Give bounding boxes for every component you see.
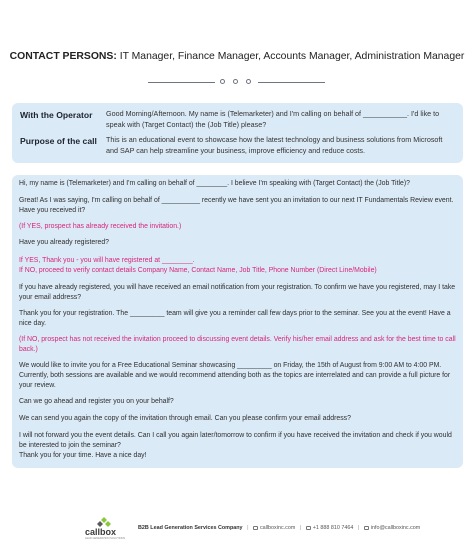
- operator-label: With the Operator: [20, 110, 93, 120]
- script-register-question: Can we go ahead and register you on your behalf?: [19, 398, 174, 405]
- footer-company: B2B Lead Generation Services Company: [138, 525, 243, 531]
- script-closing: Thank you for your time. Have a nice day!: [19, 452, 147, 459]
- email-icon: [364, 526, 369, 530]
- operator-text: Good Morning/Afternoon. My name is (Telemarketer) and I'm calling on behalf of ___________. I'd like to speak with (Target Contact) the (Job Title) please?: [106, 109, 440, 129]
- script-if-yes-registered: If YES, Thank you - you will have registered at ________.: [19, 257, 195, 264]
- script-invitation-check: Great! As I was saying, I'm calling on behalf of __________ recently we have sent you an invitation to our next IT Fundamentals Review event. Have you received it?: [19, 197, 454, 215]
- footer-phone[interactable]: +1 888 810 7464: [312, 525, 354, 531]
- logo-wordmark: callbox: [85, 527, 117, 537]
- script-email-confirmation: If you have already registered, you will have received an email notification from your registration. To confirm we have you registered, may I take your email address?: [19, 284, 456, 302]
- contact-persons-heading: [0, 51, 474, 62]
- purpose-label: Purpose of the call: [20, 136, 97, 146]
- contact-persons-roles: IT Manager, Finance Manager, Accounts Manager, Administration Manager: [116, 51, 465, 62]
- script-seminar-invite: We would like to invite you for a Free Educational Seminar showcasing _________ on Friday, the 15th of August from 9:00 AM to 4:00 PM. Currently, both sessions are available and we would recommend attending both as the topics are interrelated and can provide a full picture for your review.: [19, 362, 451, 390]
- script-registered-question: Have you already registered?: [19, 239, 110, 246]
- callbox-logo: [85, 517, 125, 541]
- footer: [0, 516, 474, 542]
- call-script-panel: [12, 175, 463, 468]
- intro-panel: [12, 103, 463, 163]
- footer-email-link[interactable]: info@callboxinc.com: [370, 525, 421, 531]
- script-greeting: Hi, my name is (Telemarketer) and I'm calling on behalf of ________. I believe I'm speaking with (Target Contact) the (Job Title)?: [19, 180, 410, 187]
- globe-icon: [253, 526, 258, 530]
- ornamental-divider: [0, 79, 474, 87]
- footer-website-link[interactable]: callboxinc.com: [259, 525, 296, 531]
- script-if-no-note: (If NO, prospect has not received the invitation proceed to discussing event details. Verify his/her email address and ask for the best time to call back.): [19, 336, 456, 354]
- logo-tagline: LEAD GENERATION SOLUTIONS: [85, 537, 126, 540]
- script-callback: I will not forward you the event details. Can I call you again later/tomorrow to confirm if you have received the invitation and check if you would be interested to join the seminar?: [19, 432, 452, 450]
- contact-persons-label: CONTACT PERSONS:: [9, 51, 117, 62]
- script-send-invitation: We can send you again the copy of the invitation through email. Can you please confirm your email address?: [19, 415, 351, 422]
- footer-contact-line: B2B Lead Generation Services Company | callboxinc.com | +1 888 810 7464 | info@callboxinc.com: [138, 525, 421, 531]
- purpose-text: This is an educational event to showcase how the latest technology and business solutions from Microsoft and SAP can help streamline your business, improve efficiency and reduce costs.: [106, 135, 443, 155]
- script-if-no-verify: If NO, proceed to verify contact details Company Name, Contact Name, Job Title, Phone Number (Direct Line/Mobile): [19, 267, 377, 274]
- script-thank-you-registration: Thank you for your registration. The _________ team will give you a reminder call few days prior to the seminar. See you at the event! Have a nice day.: [19, 310, 451, 328]
- phone-icon: [306, 526, 311, 530]
- script-if-yes-note: (If YES, prospect has already received the invitation.): [19, 223, 182, 230]
